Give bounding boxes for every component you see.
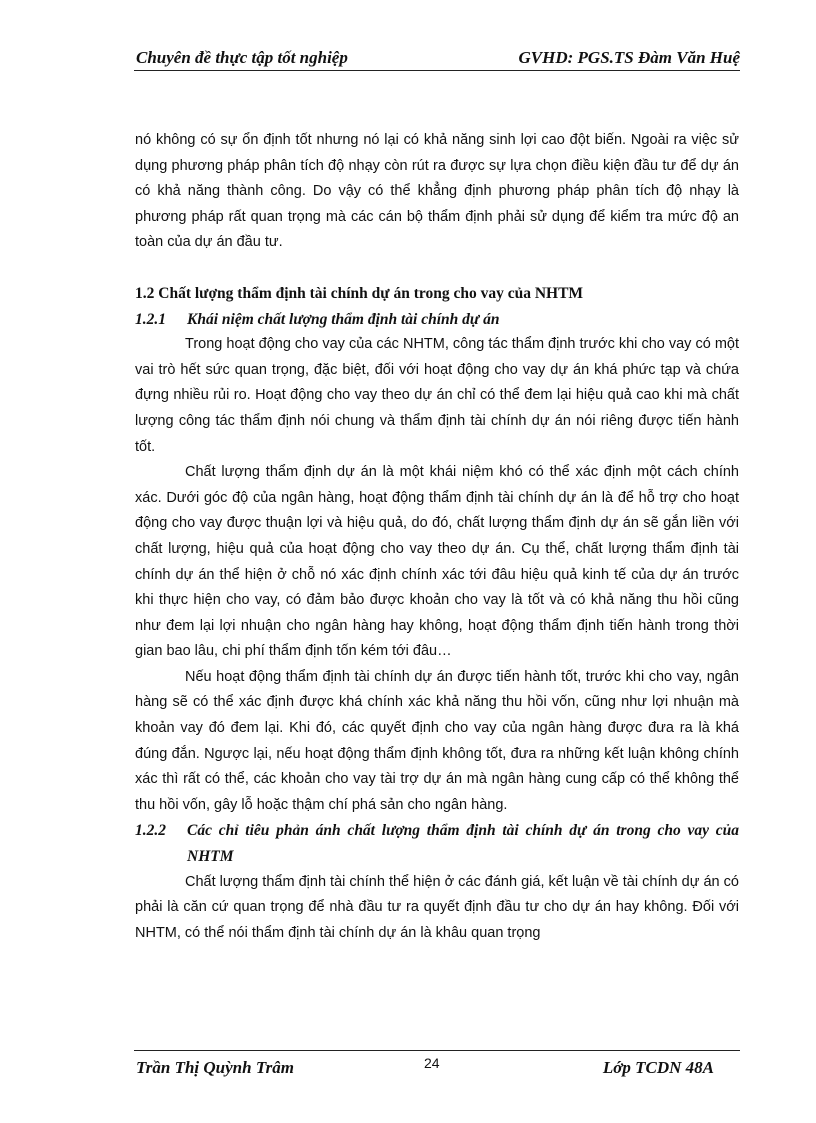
page-footer [134, 1050, 740, 1087]
subsection-number: 1.2.1 [135, 310, 166, 328]
subsection-heading-2 [135, 818, 739, 869]
paragraph: Chất lượng thẩm định tài chính thể hiện ở các đánh giá, kết luận về tài chính dự án có phải là căn cứ quan trọng để nhà đầu tư ra quyết định đầu tư cho dự án hay không. Đối với NHTM, có thể nói thẩm định tài chính dự án là khâu quan trọng [135, 873, 739, 941]
spacer [135, 256, 739, 281]
intro-paragraph: nó không có sự ổn định tốt nhưng nó lại có khả năng sinh lợi cao đột biến. Ngoài ra việc sử dụng phương pháp phân tích độ nhạy còn rút ra được sự lựa chọn điều kiện đầu tư để dự án có khả năng thành công. Do vậy có thể khẳng định phương pháp phân tích độ nhạy là phương pháp rất quan trọng mà các cán bộ thẩm định phải sử dụng để kiểm tra mức độ an toàn của dự án đầu tư. [135, 132, 739, 251]
header-supervisor: GVHD: PGS.TS Đàm Văn Huệ [518, 48, 740, 67]
paragraph: Trong hoạt động cho vay của các NHTM, công tác thẩm định trước khi cho vay có một vai trò hết sức quan trọng, đặc biệt, đối với hoạt động cho vay dự án khá phức tạp và chứa đựng nhiều rủi ro. Hoạt động cho vay theo dự án chỉ có thể đem lại hiệu quả cao khi mà chất lượng công tác thẩm định nói chung và thẩm định tài chính dự án nói riêng được tiến hành tốt. [135, 336, 739, 455]
page-number: 24 [424, 1055, 440, 1071]
subsection-title: Khái niệm chất lượng thẩm định tài chính dự án [187, 310, 500, 328]
paragraph: Chất lượng thẩm định dự án là một khái niệm khó có thể xác định một cách chính xác. Dưới góc độ của ngân hàng, hoạt động thẩm định tài chính dự án là để hỗ trợ cho hoạt động cho vay được thuận lợi và hiệu quả, do đó, chất lượng thẩm định dự án sẽ gắn liền với chất lượng, hiệu quả của hoạt động cho vay theo dự án. Cụ thể, chất lượng thẩm định tài chính dự án thể hiện ở chỗ nó xác định chính xác tới đâu hiệu quả kinh tế của dự án trước khi thực hiện cho vay, có đảm bảo được khoản cho vay là tốt và có khả năng thu hồi cũng như đem lại lợi nhuận cho ngân hàng hay không, hoạt động thẩm định tiến hành trong thời gian bao lâu, chi phí thẩm định tốn kém tới đâu… [135, 464, 739, 660]
section-heading: 1.2 Chất lượng thẩm định tài chính dự án trong cho vay của NHTM [135, 284, 584, 302]
footer-class: Lớp TCDN 48A [602, 1058, 714, 1077]
page-content [135, 128, 739, 946]
header-document-title: Chuyên đề thực tập tốt nghiệp [136, 48, 348, 67]
page-header [134, 46, 740, 71]
subsection-number: 1.2.2 [135, 822, 166, 840]
subsection-title: Các chỉ tiêu phản ánh chất lượng thẩm định tài chính dự án trong cho vay của NHTM [187, 822, 739, 866]
subsection-heading-1 [135, 307, 739, 333]
footer-author: Trần Thị Quỳnh Trâm [136, 1058, 294, 1077]
paragraph: Nếu hoạt động thẩm định tài chính dự án được tiến hành tốt, trước khi cho vay, ngân hàng sẽ có thể xác định được khá chính xác khả năng thu hồi vốn, cũng như lợi nhuận mà khoản vay đó đem lại. Khi đó, các quyết định cho vay của ngân hàng được đưa ra là khá đúng đắn. Ngược lại, nếu hoạt động thẩm định không tốt, đưa ra những kết luận không chính xác thì rất có thể, các khoản cho vay tài trợ dự án mà ngân hàng cung cấp có thể không thể thu hồi vốn, gây lỗ hoặc thậm chí phá sản cho ngân hàng. [135, 668, 739, 813]
